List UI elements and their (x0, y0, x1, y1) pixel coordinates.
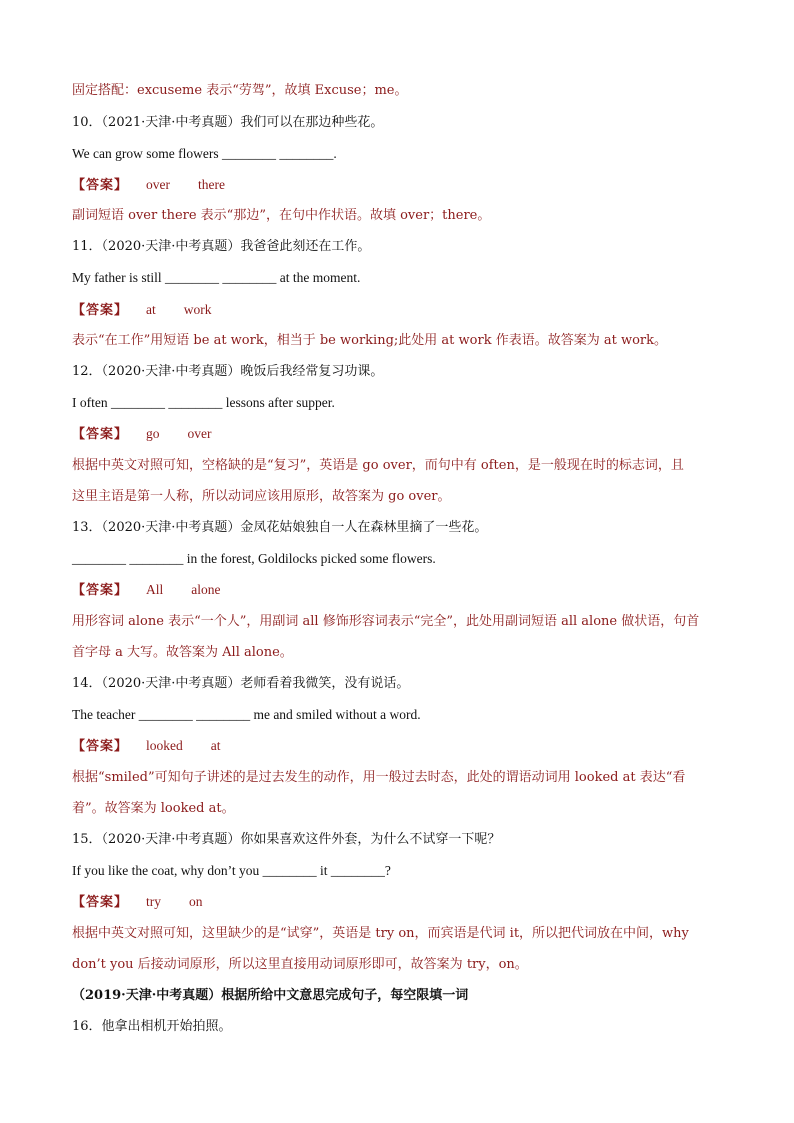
answer-word-1: All (146, 582, 164, 597)
answer-word-1: go (146, 426, 160, 441)
explanation-15-line-1: 根据中英文对照可知，这里缺少的是“试穿”，英语是 try on，而宾语是代词 it，所以把代词放在中间，why (72, 926, 689, 941)
answer-word-2: there (198, 177, 225, 192)
answer-word-2: over (187, 426, 212, 441)
answer-word-2: work (183, 302, 212, 317)
answer-word-1: looked (146, 738, 183, 753)
explanation-15-line-2: don’t you 后接动词原形，所以这里直接用动词原形即可，故答案为 try，on。 (72, 957, 528, 972)
explanation-12-line-1: 根据中英文对照可知，空格缺的是“复习”，英语是 go over，而句中有 often，是一般现在时的标志词，且 (72, 458, 684, 473)
answer-label: 【答案】 (72, 427, 129, 442)
answer-word-2: on (189, 894, 203, 909)
question-10: 10．（2021·天津·中考真题）我们可以在那边种些花。 (72, 115, 384, 130)
question-15-sentence: If you like the coat, why don’t you ________ it ________? (72, 863, 391, 878)
question-15: 15．（2020·天津·中考真题）你如果喜欢这件外套，为什么不试穿一下呢？ (72, 832, 501, 847)
answer-label: 【答案】 (72, 178, 129, 193)
answer-11 (72, 301, 734, 320)
explanation-10: 副词短语 over there 表示“那边”，在句中作状语。故填 over；there。 (72, 208, 491, 223)
section-heading: （2019·天津·中考真题）根据所给中文意思完成句子，每空限填一词 (72, 988, 469, 1003)
question-14-sentence: The teacher ________ ________ me and smiled without a word. (72, 707, 421, 722)
answer-word-1: over (146, 177, 171, 192)
answer-14 (72, 737, 734, 756)
answer-label: 【答案】 (72, 583, 129, 598)
answer-word-2: alone (191, 582, 221, 597)
explanation-line: 固定搭配：excuseme 表示“劳驾”，故填 Excuse；me。 (72, 83, 408, 98)
answer-10 (72, 176, 734, 195)
answer-12 (72, 425, 734, 444)
answer-label: 【答案】 (72, 739, 129, 754)
explanation-13-line-1: 用形容词 alone 表示“一个人”，用副词 all 修饰形容词表示“完全”，此处用副词短语 all alone 做状语，句首 (72, 614, 700, 629)
explanation-11: 表示“在工作”用短语 be at work，相当于 be working;此处用 at work 作表语。故答案为 at work。 (72, 333, 667, 348)
question-12-sentence: I often ________ ________ lessons after supper. (72, 395, 335, 410)
explanation-14-line-1: 根据“smiled”可知句子讲述的是过去发生的动作，用一般过去时态，此处的谓语动词用 looked at 表达“看 (72, 770, 686, 785)
question-16: 16．他拿出相机开始拍照。 (72, 1019, 232, 1034)
explanation-12-line-2: 这里主语是第一人称，所以动词应该用原形，故答案为 go over。 (72, 489, 451, 504)
answer-word-1: at (146, 302, 156, 317)
answer-15 (72, 893, 734, 912)
question-10-sentence: We can grow some flowers ________ ________. (72, 146, 337, 161)
question-14: 14．（2020·天津·中考真题）老师看着我微笑，没有说话。 (72, 676, 410, 691)
explanation-13-line-2: 首字母 a 大写。故答案为 All alone。 (72, 645, 293, 660)
answer-word-1: try (146, 894, 162, 909)
question-13: 13．（2020·天津·中考真题）金凤花姑娘独自一人在森林里摘了一些花。 (72, 520, 488, 535)
answer-word-2: at (210, 738, 221, 753)
question-11: 11．（2020·天津·中考真题）我爸爸此刻还在工作。 (72, 239, 371, 254)
answer-label: 【答案】 (72, 895, 129, 910)
answer-label: 【答案】 (72, 303, 129, 318)
answer-13 (72, 581, 734, 600)
question-13-sentence: ________ ________ in the forest, Goldilocks picked some flowers. (72, 551, 436, 566)
question-11-sentence: My father is still ________ ________ at the moment. (72, 270, 361, 285)
question-12: 12．（2020·天津·中考真题）晚饭后我经常复习功课。 (72, 364, 384, 379)
explanation-14-line-2: 着”。故答案为 looked at。 (72, 801, 235, 816)
